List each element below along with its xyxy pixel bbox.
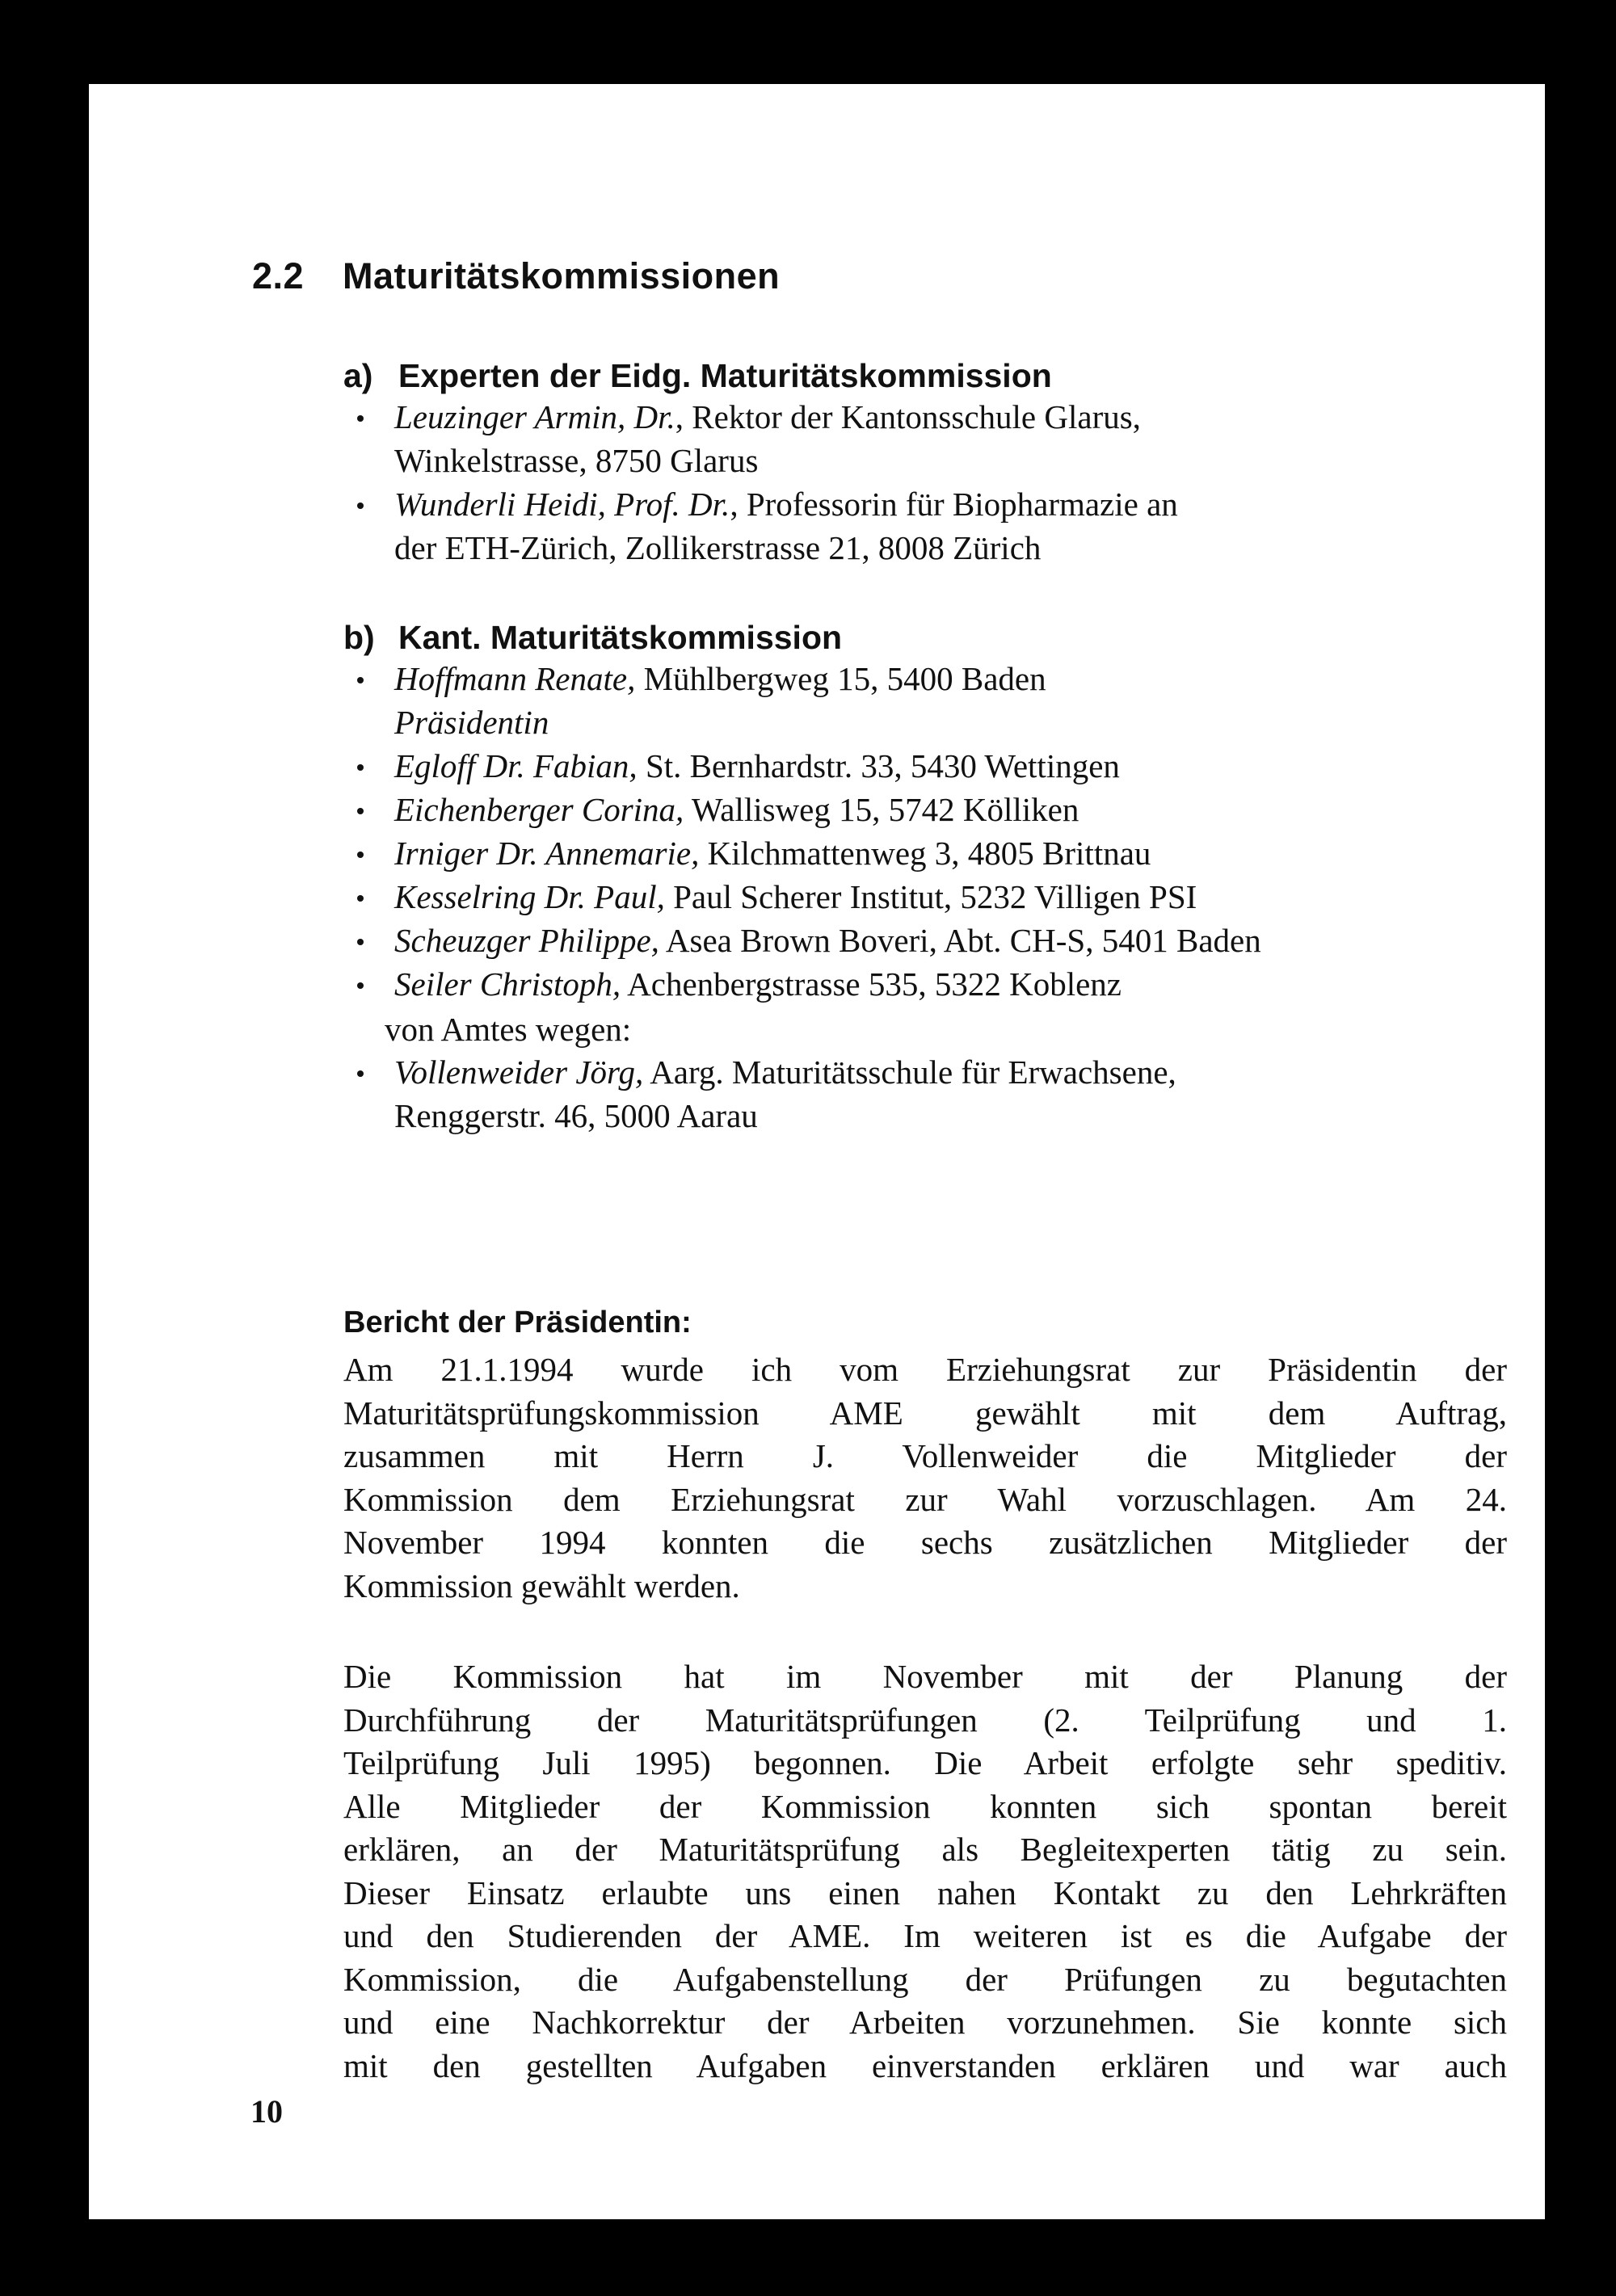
member-details-line2: Winkelstrasse, 8750 Glarus [394,442,759,479]
paragraph-line: und den Studierenden der AME. Im weiteren ist es die Aufgabe der [343,1917,1507,1954]
experts-list [394,395,1542,570]
list-item [394,744,1542,788]
section-number: 2.2 [252,255,305,296]
paragraph-line: Kommission, die Aufgabenstellung der Prüfungen zu begutachten [343,1960,1507,1998]
subsection-a-title: Experten der Eidg. Maturitätskommission [398,357,1052,394]
member-details: Kilchmattenweg 3, 4805 Brittnau [699,835,1151,872]
member-details-line2: der ETH-Zürich, Zollikerstrasse 21, 8008 Zürich [394,529,1042,566]
paragraph-line: Die Kommission hat im November mit der Planung der [343,1658,1507,1695]
member-details: Aarg. Maturitätsschule für Erwachsene, [643,1053,1176,1091]
member-details: Wallisweg 15, 5742 Kölliken [684,791,1079,828]
member-details: , Rektor der Kantonsschule Glarus, [675,398,1141,435]
paragraph-line: November 1994 konnten die sechs zusätzlichen Mitglieder der [343,1524,1507,1561]
member-name: Seiler Christoph, [394,965,621,1003]
member-details: Paul Scherer Institut, 5232 Villigen PSI [664,878,1197,915]
list-item [394,788,1542,831]
list-item [394,657,1542,744]
paragraph-line: Alle Mitglieder der Kommission konnten sich spontan bereit [343,1787,1507,1825]
member-details: St. Bernhardstr. 33, 5430 Wettingen [637,747,1120,784]
subsection-b-title: Kant. Maturitätskommission [398,619,843,656]
subsection-a-heading [343,357,1052,395]
list-item [394,962,1542,1006]
list-item [394,1050,1542,1137]
list-item [394,919,1542,962]
paragraph-line: Dieser Einsatz erlaubte uns einen nahen Kontakt zu den Lehrkräften [343,1873,1507,1911]
member-name: Irniger Dr. Annemarie, [394,835,700,872]
subsection-a-label: a) [343,357,373,394]
paragraph-line: Am 21.1.1994 wurde ich vom Erziehungsrat zur Präsidentin der [343,1351,1507,1388]
list-item [394,482,1542,570]
list-item [394,875,1542,919]
member-name: Kesselring Dr. Paul, [394,878,665,915]
ex-officio-list [394,1050,1542,1137]
member-name: Vollenweider Jörg, [394,1053,644,1091]
member-details: , Professorin für Biopharmazie an [730,486,1178,523]
subsection-b-heading [343,619,842,657]
page-content [89,84,1545,2219]
paragraph-line: Durchführung der Maturitätsprüfungen (2. Teilprüfung und 1. [343,1701,1507,1739]
member-details: Mühlbergweg 15, 5400 Baden [635,660,1046,697]
member-details-line2: Präsidentin [394,704,549,741]
paragraph-line: Kommission dem Erziehungsrat zur Wahl vorzuschlagen. Am 24. [343,1480,1507,1518]
paragraph-line: und eine Nachkorrektur der Arbeiten vorzunehmen. Sie konnte sich [343,2004,1507,2041]
member-name: Hoffmann Renate, [394,660,636,697]
member-details: Achenbergstrasse 535, 5322 Koblenz [621,965,1122,1003]
report-paragraph-2 [343,1655,1507,2088]
report-paragraph-1 [343,1348,1507,1608]
page-number: 10 [250,2093,283,2130]
paragraph-line: Maturitätsprüfungskommission AME gewählt mit dem Auftrag, [343,1394,1507,1432]
member-name: Wunderli Heidi, Prof. Dr. [394,486,730,523]
subsection-b-label: b) [343,619,375,656]
section-heading [252,255,780,297]
member-details: Asea Brown Boveri, Abt. CH-S, 5401 Baden [659,922,1261,959]
document-page [89,84,1545,2219]
commission-members-list [394,657,1542,1006]
member-name: Egloff Dr. Fabian, [394,747,638,784]
member-details-line2: Renggerstr. 46, 5000 Aarau [394,1097,758,1134]
report-heading: Bericht der Präsidentin: [343,1306,692,1339]
paragraph-line: Kommission gewählt werden. [343,1566,740,1604]
member-name: Eichenberger Corina, [394,791,684,828]
ex-officio-label: von Amtes wegen: [385,1011,632,1048]
member-name: Leuzinger Armin, Dr. [394,398,675,435]
paragraph-line: mit den gestellten Aufgaben einverstanden erklären und war auch [343,2046,1507,2084]
paragraph-line: Teilprüfung Juli 1995) begonnen. Die Arbeit erfolgte sehr speditiv. [343,1744,1507,1781]
section-title: Maturitätskommissionen [343,255,781,296]
list-item [394,831,1542,875]
member-name: Scheuzger Philippe, [394,922,659,959]
paragraph-line: zusammen mit Herrn J. Vollenweider die Mitglieder der [343,1437,1507,1474]
list-item [394,395,1542,482]
paragraph-line: erklären, an der Maturitätsprüfung als Begleitexperten tätig zu sein. [343,1831,1507,1868]
